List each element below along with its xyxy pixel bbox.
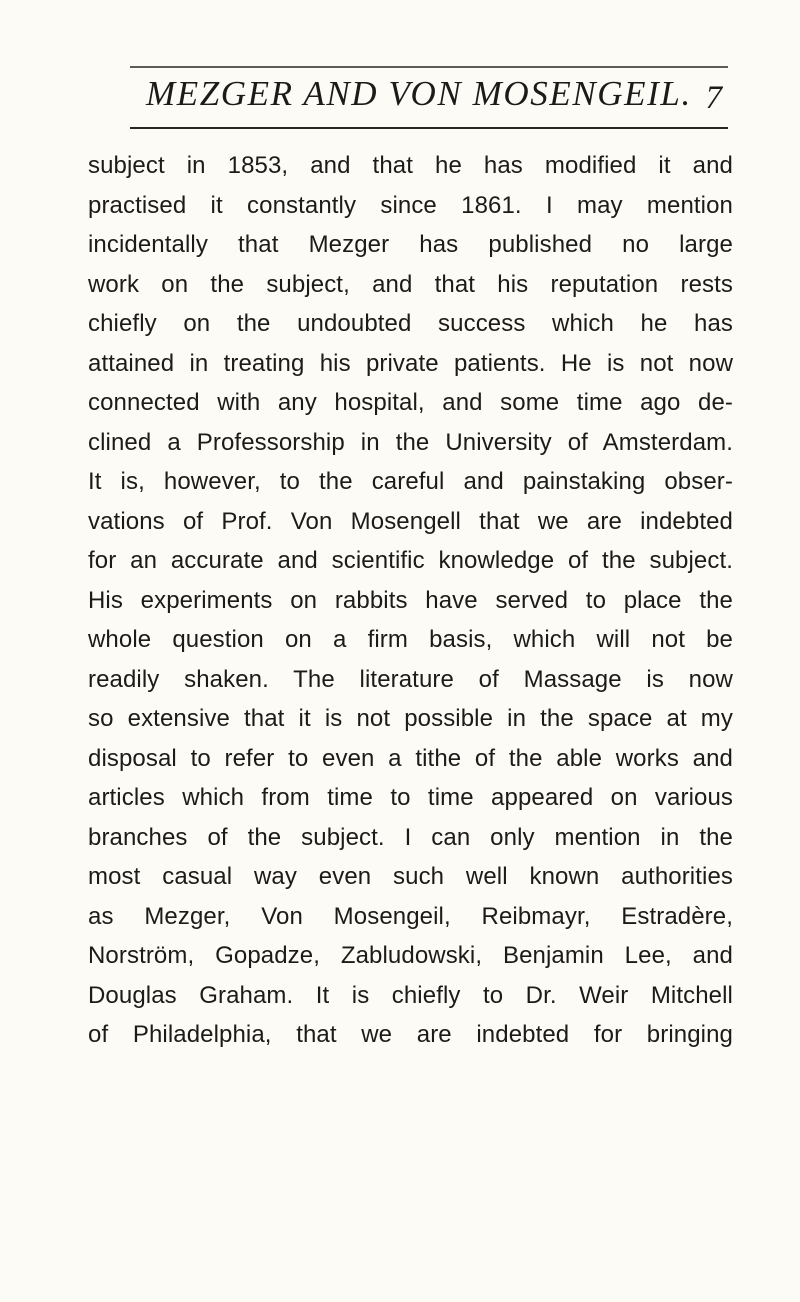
text-line: readily shaken. The literature of Massage is now [88,665,733,693]
running-header [146,72,730,116]
text-line: of Philadelphia, that we are indebted for bringing [88,1021,733,1048]
page-number: 7 [705,80,722,116]
text-line: whole question on a firm basis, which will not be [88,626,733,653]
text-line: His experiments on rabbits have served to place the [88,586,733,614]
running-title: MEZGER AND VON MOSENGEIL. [146,74,692,113]
text-line: incidentally that Mezger has published no large [88,231,733,258]
text-line: for an accurate and scientific knowledge of the subject. [88,547,733,574]
text-line: connected with any hospital, and some time ago de- [88,389,733,416]
body-text [88,146,733,1055]
text-line: practised it constantly since 1861. I may mention [88,191,733,219]
text-line: subject in 1853, and that he has modified it and [88,152,733,179]
text-line: attained in treating his private patients. He is not now [88,349,733,377]
text-line: It is, however, to the careful and painstaking obser- [88,468,733,495]
header-top-rule [130,66,728,68]
text-line: so extensive that it is not possible in the space at my [88,705,733,732]
text-line: Norström, Gopadze, Zabludowski, Benjamin Lee, and [88,942,733,969]
text-line: most casual way even such well known authorities [88,863,733,890]
text-line: vations of Prof. Von Mosengell that we are indebted [88,507,733,535]
text-line: work on the subject, and that his reputation rests [88,270,733,298]
text-line: clined a Professorship in the University of Amsterdam. [88,428,733,456]
text-line: articles which from time to time appeared on various [88,784,733,811]
header-bottom-rule [130,127,728,129]
text-line: disposal to refer to even a tithe of the able works and [88,744,733,772]
text-line: branches of the subject. I can only mention in the [88,823,733,851]
text-line: Douglas Graham. It is chiefly to Dr. Weir Mitchell [88,981,733,1009]
text-line: as Mezger, Von Mosengeil, Reibmayr, Estradère, [88,902,733,930]
text-line: chiefly on the undoubted success which he has [88,310,733,337]
